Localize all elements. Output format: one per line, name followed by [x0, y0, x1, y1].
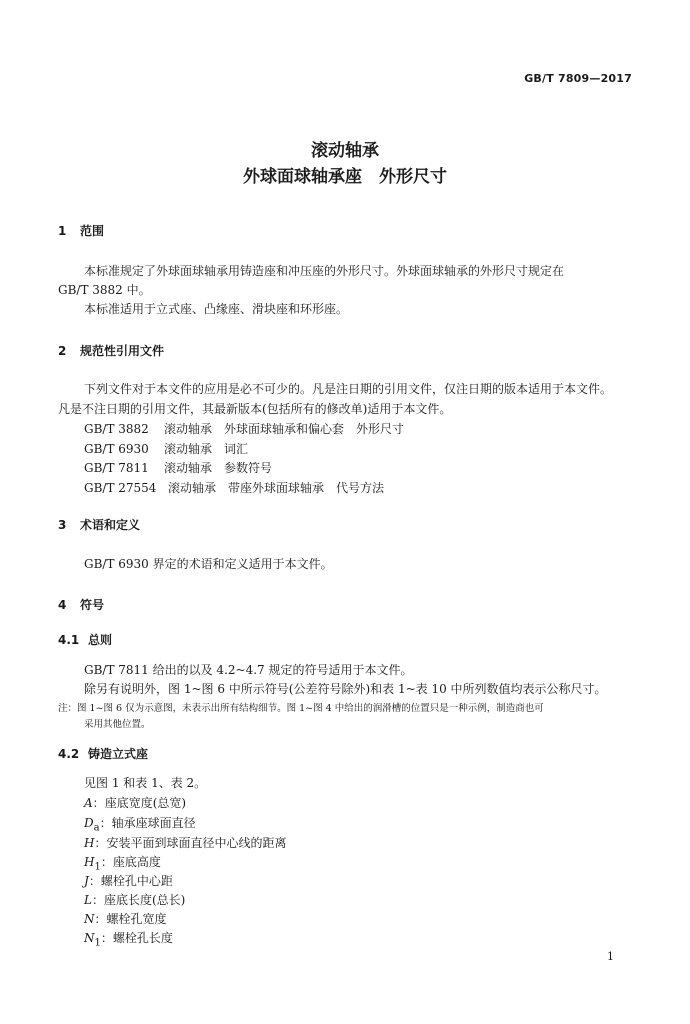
- symbol: J: [84, 874, 89, 888]
- section-title: 范围: [80, 224, 105, 238]
- reference-item: [84, 479, 384, 496]
- symbol-description: 安装平面到球面直径中心线的距离: [106, 836, 287, 850]
- symbol-description: 座底长度(总长): [103, 893, 186, 907]
- subsection-number: 4.1: [58, 633, 80, 647]
- reference-code: GB/T 7811: [84, 461, 149, 475]
- reference-title: 滚动轴承 参数符号: [164, 461, 273, 475]
- symbol-definition: $N_1$：螺栓孔长度: [84, 931, 173, 949]
- symbol-definition: L：座底长度(总长): [84, 893, 186, 907]
- section-title: 规范性引用文件: [80, 344, 165, 358]
- subsection-4-1-paragraph: GB/T 7811 给出的以及 4.2~4.7 规定的符号适用于本文件。: [84, 663, 413, 677]
- reference-item: [84, 459, 272, 476]
- subsection-4-1-paragraph-2: 除另有说明外，图 1~图 6 中所示符号(公差符号除外)和表 1~表 10 中所列数值均表示公称尺寸。: [84, 682, 607, 696]
- symbol: N: [84, 931, 95, 945]
- section-number: 1: [58, 224, 67, 238]
- reference-title: 滚动轴承 外球面球轴承和偏心套 外形尺寸: [164, 422, 405, 436]
- symbol-definition: J：螺栓孔中心距: [84, 874, 173, 888]
- symbol-description: 轴承座球面直径: [111, 816, 196, 830]
- section-1-heading: [58, 222, 104, 239]
- subsection-4-2-intro: 见图 1 和表 1、表 2。: [84, 776, 207, 790]
- document-title-line2: 外球面球轴承座 外形尺寸: [243, 167, 447, 187]
- symbol-definition: A：座底宽度(总宽): [84, 796, 187, 810]
- symbol-subscript: a: [93, 822, 100, 834]
- section-4-heading: [58, 596, 104, 613]
- symbol-definition: H：安装平面到球面直径中心线的距离: [84, 836, 287, 850]
- symbol: L: [84, 893, 92, 907]
- symbol: A: [84, 796, 93, 810]
- symbol-definition: $H_1$：座底高度: [84, 855, 161, 873]
- section-number: 4: [58, 598, 67, 612]
- symbol: D: [84, 816, 94, 830]
- symbol: H: [84, 855, 95, 869]
- reference-title: 滚动轴承 词汇: [164, 442, 249, 456]
- standard-number: GB/T 7809—2017: [524, 72, 632, 85]
- symbol-description: 螺栓孔中心距: [100, 874, 173, 888]
- section-number: 2: [58, 344, 67, 358]
- reference-code: GB/T 3882: [84, 422, 149, 436]
- reference-item: [84, 440, 248, 457]
- section-3-heading: [58, 516, 140, 533]
- symbol: H: [84, 836, 95, 850]
- section-title: 术语和定义: [80, 518, 141, 532]
- section-3-paragraph: GB/T 6930 界定的术语和定义适用于本文件。: [84, 557, 333, 571]
- symbol-description: 座底宽度(总宽): [104, 796, 187, 810]
- note-text: 注：图 1~图 6 仅为示意图，未表示出所有结构细节。图 1~图 4 中给出的润滑槽的位置只是一种示例，制造商也可: [58, 703, 544, 714]
- subsection-4-2-heading: [58, 745, 148, 762]
- section-number: 3: [58, 518, 67, 532]
- symbol-subscript: 1: [94, 937, 101, 949]
- document-title-line1: 滚动轴承: [311, 141, 379, 161]
- symbol: N: [84, 912, 95, 926]
- section-2-heading: [58, 342, 164, 359]
- section-1-paragraph-2: 本标准适用于立式座、凸缘座、滑块座和环形座。: [84, 302, 349, 316]
- symbol-description: 螺栓孔宽度: [106, 912, 167, 926]
- page-number: 1: [607, 950, 614, 963]
- subsection-number: 4.2: [58, 747, 80, 761]
- section-1-paragraph: 本标准规定了外球面球轴承用铸造座和冲压座的外形尺寸。外球面球轴承的外形尺寸规定在: [84, 264, 565, 278]
- symbol-description: 螺栓孔长度: [112, 931, 173, 945]
- subsection-4-1-heading: [58, 631, 112, 648]
- reference-code: GB/T 27554: [84, 481, 157, 495]
- note-text-cont: 采用其他位置。: [84, 719, 151, 730]
- section-1-paragraph-cont: GB/T 3882 中。: [58, 283, 151, 297]
- symbol-definition: $D_a$：轴承座球面直径: [84, 816, 196, 834]
- symbol-description: 座底高度: [112, 855, 161, 869]
- symbol-definition: N：螺栓孔宽度: [84, 912, 167, 926]
- reference-code: GB/T 6930: [84, 442, 149, 456]
- reference-item: [84, 420, 404, 437]
- section-2-paragraph: 下列文件对于本文件的应用是必不可少的。凡是注日期的引用文件，仅注日期的版本适用于本文件。: [84, 382, 613, 396]
- subsection-title: 总则: [88, 633, 113, 647]
- reference-title: 滚动轴承 带座外球面球轴承 代号方法: [168, 481, 385, 495]
- section-title: 符号: [80, 598, 105, 612]
- subsection-title: 铸造立式座: [88, 747, 149, 761]
- section-2-paragraph-cont: 凡是不注日期的引用文件，其最新版本(包括所有的修改单)适用于本文件。: [58, 402, 452, 416]
- symbol-subscript: 1: [94, 861, 101, 873]
